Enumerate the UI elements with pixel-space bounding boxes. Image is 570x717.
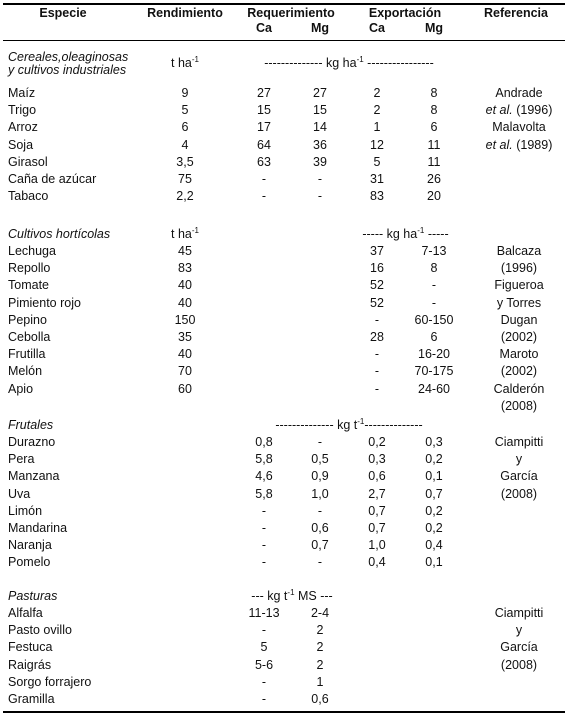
exp-ca-value: -: [374, 364, 380, 379]
yield-value: 9: [181, 86, 189, 100]
species-name: Girasol: [8, 154, 48, 169]
req-ca-value: -: [261, 538, 267, 553]
species-name: Repollo: [8, 261, 51, 276]
exp-ca-value: 31: [370, 172, 384, 186]
req-ca-value: 5,8: [255, 452, 273, 467]
exp-mg-value: 0,4: [425, 538, 443, 553]
section-title: y cultivos industriales: [8, 63, 127, 77]
req-mg-value: -: [317, 172, 323, 186]
exp-mg-value: 26: [427, 172, 441, 186]
yield-value: 35: [178, 330, 192, 344]
exp-ca-value: -: [374, 347, 380, 362]
reference-line: (1996): [500, 261, 538, 276]
reference-line: Figueroa: [494, 278, 544, 293]
req-ca-value: -: [261, 189, 267, 204]
req-mg-value: 0,9: [311, 469, 329, 484]
req-ca-value: 5,8: [255, 486, 273, 501]
req-ca-value: 5-6: [254, 657, 274, 672]
reference-line: García: [500, 469, 538, 484]
yield-value: 40: [178, 347, 192, 362]
exp-mg-value: 0,3: [425, 435, 443, 449]
exp-ca-value: 1,0: [368, 538, 386, 553]
species-name: Raigrás: [8, 657, 52, 672]
col-header-rendimiento: Rendimiento: [147, 6, 223, 20]
yield-value: 70: [178, 364, 192, 379]
req-mg-value: 2-4: [310, 606, 330, 620]
req-mg-value: 0,6: [311, 521, 329, 535]
reference-line: (2008): [500, 398, 538, 413]
reference-line: y Torres: [496, 295, 542, 310]
unit-label: -------------- kg $t^{-1}--------------$: [275, 416, 423, 432]
exp-mg-value: 0,7: [425, 486, 443, 501]
exp-mg-value: 0,2: [425, 503, 443, 518]
species-name: Trigo: [8, 103, 37, 118]
species-name: Soja: [8, 137, 34, 152]
reference-line: Balcaza: [496, 244, 542, 258]
bottom-rule: [3, 711, 565, 713]
exp-ca-value: 2: [373, 103, 381, 118]
exp-mg-value: 24-60: [418, 381, 450, 396]
exp-mg-value: 6: [430, 330, 438, 344]
req-mg-value: 0,6: [311, 692, 329, 706]
exp-ca-value: 52: [370, 295, 384, 310]
yield-value: 3,5: [176, 154, 194, 169]
req-ca-value: -: [261, 503, 267, 518]
species-name: Lechuga: [8, 244, 56, 258]
exp-mg-value: 70-175: [414, 364, 454, 379]
req-mg-value: -: [317, 503, 323, 518]
req-mg-value: -: [317, 189, 323, 204]
req-ca-value: 27: [257, 86, 271, 100]
species-name: Mandarina: [8, 521, 68, 535]
reference-line: Malavolta: [492, 120, 546, 135]
exp-mg-value: 0,2: [425, 452, 443, 467]
req-mg-value: 27: [313, 86, 327, 100]
reference-line: (2008): [500, 657, 538, 672]
reference-line: y: [515, 623, 523, 638]
species-name: Gramilla: [8, 692, 55, 706]
exp-mg-value: 8: [430, 86, 438, 100]
section-title: Cultivos hortícolas: [8, 227, 111, 241]
reference-line: et al. (1989): [485, 137, 553, 152]
req-ca-value: -: [261, 172, 267, 186]
yield-value: 75: [178, 172, 192, 186]
unit-label: ----- kg $ha^{-1}$ -----: [362, 225, 449, 241]
exp-ca-value: 0,2: [368, 435, 386, 449]
exp-ca-value: 2,7: [368, 486, 386, 501]
req-mg-value: 2: [316, 640, 324, 655]
species-name: Durazno: [8, 435, 56, 449]
unit-label: t $ha^{-1}$: [171, 225, 199, 241]
col-header-especie: Especie: [39, 6, 87, 20]
exp-ca-value: 83: [370, 189, 384, 204]
species-name: Tabaco: [8, 189, 49, 204]
req-ca-value: 15: [257, 103, 271, 118]
req-ca-value: 11-13: [248, 606, 280, 620]
exp-mg-value: 8: [430, 103, 438, 118]
species-name: Frutilla: [8, 347, 46, 362]
exp-mg-value: 7-13: [421, 244, 447, 258]
top-rule: [3, 3, 565, 5]
exp-ca-value: 1: [373, 120, 381, 135]
species-name: Naranja: [8, 538, 52, 553]
species-name: Pomelo: [8, 555, 51, 570]
req-ca-value: 4,6: [255, 469, 273, 484]
req-ca-value: 5: [260, 640, 268, 655]
req-mg-value: 2: [316, 623, 324, 638]
exp-mg-value: 20: [427, 189, 441, 204]
species-name: Pera: [8, 452, 35, 467]
yield-value: 40: [178, 278, 192, 293]
section-title: Pasturas: [8, 589, 58, 603]
reference-line: Andrade: [495, 86, 543, 100]
species-name: Caña de azúcar: [8, 172, 97, 186]
req-mg-value: 15: [313, 103, 327, 118]
exp-ca-value: 12: [370, 137, 384, 152]
yield-value: 4: [181, 137, 189, 152]
reference-line: Ciampitti: [494, 435, 544, 449]
section-title: Frutales: [8, 418, 54, 432]
species-name: Manzana: [8, 469, 60, 484]
exp-ca-value: 0,4: [368, 555, 386, 570]
req-mg-value: -: [317, 435, 323, 449]
species-name: Maíz: [8, 86, 36, 100]
exp-ca-value: 2: [373, 86, 381, 100]
species-name: Arroz: [8, 120, 38, 135]
reference-line: Maroto: [499, 347, 539, 362]
exp-ca-value: -: [374, 381, 380, 396]
exp-ca-value: 0,6: [368, 469, 386, 484]
req-mg-value: 14: [313, 120, 327, 135]
req-ca-value: 63: [257, 154, 271, 169]
species-name: Limón: [8, 503, 43, 518]
species-name: Pimiento rojo: [8, 295, 81, 310]
req-mg-value: 1,0: [311, 486, 329, 501]
col-header-req-mg: Mg: [310, 21, 330, 35]
col-header-requerimiento: Requerimiento: [247, 6, 335, 20]
req-ca-value: 17: [257, 120, 271, 135]
req-mg-value: 1: [316, 674, 324, 689]
exp-ca-value: 5: [373, 154, 381, 169]
unit-label: --- kg $t^{-1}$ MS ---: [251, 587, 333, 603]
species-name: Sorgo forrajero: [8, 674, 92, 689]
req-mg-value: -: [317, 555, 323, 570]
unit-label: t $ha^{-1}$: [171, 54, 199, 70]
exp-mg-value: 0,1: [425, 469, 443, 484]
exp-ca-value: 16: [370, 261, 384, 276]
exp-ca-value: 37: [370, 244, 384, 258]
yield-value: 150: [174, 312, 196, 327]
yield-value: 45: [178, 244, 192, 258]
req-ca-value: 64: [257, 137, 271, 152]
species-name: Cebolla: [8, 330, 51, 344]
exp-mg-value: -: [431, 295, 437, 310]
exp-mg-value: 6: [430, 120, 438, 135]
exp-mg-value: 0,2: [425, 521, 443, 535]
req-ca-value: -: [261, 692, 267, 706]
exp-mg-value: 11: [427, 137, 441, 152]
col-header-exportacion: Exportación: [368, 6, 442, 20]
header-rule: [3, 40, 565, 41]
reference-line: (2008): [500, 486, 538, 501]
req-ca-value: -: [261, 555, 267, 570]
req-ca-value: -: [261, 521, 267, 535]
col-header-referencia: Referencia: [484, 6, 548, 20]
req-mg-value: 0,5: [311, 452, 329, 467]
species-name: Alfalfa: [8, 606, 43, 620]
yield-value: 2,2: [176, 189, 194, 204]
section-title: Cereales,oleaginosas: [8, 50, 129, 64]
exp-mg-value: 60-150: [414, 312, 454, 327]
req-mg-value: 39: [313, 154, 327, 169]
reference-line: Ciampitti: [494, 606, 544, 620]
reference-line: (2002): [500, 330, 538, 344]
req-ca-value: 0,8: [255, 435, 273, 449]
reference-line: y: [515, 452, 523, 467]
col-header-exp-ca: Ca: [369, 21, 385, 35]
exp-ca-value: 0,7: [368, 503, 386, 518]
exp-mg-value: 11: [427, 154, 441, 169]
req-ca-value: -: [261, 674, 267, 689]
req-mg-value: 36: [313, 137, 327, 152]
reference-line: (2002): [500, 364, 538, 379]
exp-mg-value: -: [431, 278, 437, 293]
yield-value: 83: [178, 261, 192, 276]
species-name: Tomate: [8, 278, 49, 293]
reference-line: et al. (1996): [485, 103, 553, 118]
col-header-exp-mg: Mg: [424, 21, 444, 35]
exp-mg-value: 0,1: [425, 555, 443, 570]
exp-ca-value: 0,7: [368, 521, 386, 535]
req-mg-value: 0,7: [311, 538, 329, 553]
species-name: Pepino: [8, 312, 47, 327]
species-name: Melón: [8, 364, 43, 379]
reference-line: Dugan: [500, 312, 538, 327]
reference-line: Calderón: [493, 381, 545, 396]
exp-ca-value: 28: [370, 330, 384, 344]
species-name: Pasto ovillo: [8, 623, 72, 638]
yield-value: 60: [178, 381, 192, 396]
exp-ca-value: 0,3: [368, 452, 386, 467]
yield-value: 6: [181, 120, 189, 135]
exp-ca-value: -: [374, 312, 380, 327]
exp-ca-value: 52: [370, 278, 384, 293]
reference-line: García: [500, 640, 538, 655]
species-name: Uva: [8, 486, 31, 501]
exp-mg-value: 16-20: [418, 347, 450, 362]
req-mg-value: 2: [316, 657, 324, 672]
species-name: Festuca: [8, 640, 53, 655]
species-name: Apio: [8, 381, 34, 396]
exp-mg-value: 8: [430, 261, 438, 276]
yield-value: 40: [178, 295, 192, 310]
req-ca-value: -: [261, 623, 267, 638]
unit-label: -------------- kg $ha^{-1}$ ----------------: [264, 54, 434, 70]
col-header-req-ca: Ca: [256, 21, 272, 35]
yield-value: 5: [181, 103, 189, 118]
